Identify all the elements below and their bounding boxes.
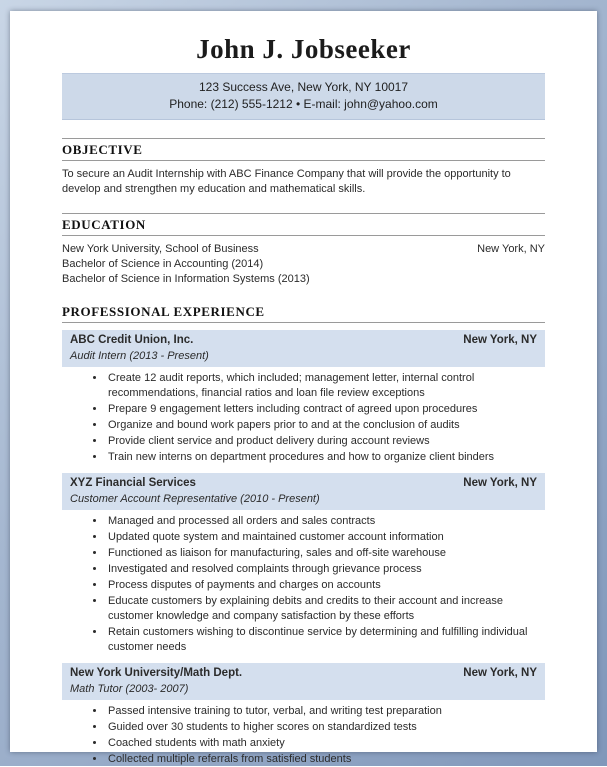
job-bullet: • Updated quote system and maintained customer account information [106,530,545,545]
job-bullet: • Educate customers by explaining debits and credits to their account and increase customer knowledge and company satisfaction by these efforts [106,594,545,624]
resume-page [10,11,597,765]
job-header-top [70,666,537,681]
job-bullet-list [62,371,545,465]
job-location: New York, NY [463,667,537,679]
job-role: Customer Account Representative (2010 - Present) [70,493,320,505]
job-bullet: • Retain customers wishing to discontinue service by determining and fulfilling individual customer needs [106,625,545,655]
contact-banner [62,73,545,120]
job-company: XYZ Financial Services [70,477,196,489]
job-company: ABC Credit Union, Inc. [70,334,194,346]
job-header [62,663,545,700]
job-bullet: • Managed and processed all orders and sales contracts [106,514,545,529]
objective-text: To secure an Audit Internship with ABC Finance Company that will provide the opportunity to develop and strengthen my education and mathematical skills. [62,168,511,195]
job-company: New York University/Math Dept. [70,667,243,679]
contact-phone-email: Phone: (212) 555-1212 • E-mail: john@yahoo.com [169,97,438,111]
education-row [62,242,545,257]
job-bullet: • Train new interns on department procedures and how to organize client binders [106,450,545,465]
section-heading-objective: OBJECTIVE [62,138,545,161]
section-heading-education: EDUCATION [62,213,545,236]
section-heading-experience: PROFESSIONAL EXPERIENCE [62,301,545,323]
job-bullet: • Guided over 30 students to higher scores on standardized tests [106,720,545,735]
job-bullet: • Passed intensive training to tutor, verbal, and writing test preparation [106,704,545,719]
job-header [62,330,545,367]
education-degree: Bachelor of Science in Information Systems (2013) [62,273,310,285]
job-bullet: • Investigated and resolved complaints through grievance process [106,562,545,577]
job-entry [62,473,545,655]
job-bullet: • Process disputes of payments and charges on accounts [106,578,545,593]
education-block [62,242,545,287]
job-bullet: • Organize and bound work papers prior to and at the conclusion of audits [106,418,545,433]
education-degree: Bachelor of Science in Accounting (2014) [62,258,264,270]
job-role: Math Tutor (2003- 2007) [70,683,189,695]
job-header [62,473,545,510]
job-bullet: • Create 12 audit reports, which included; management letter, internal control recommendations, financial ratios and loan file review exceptions [106,371,545,401]
job-bullet-list [62,514,545,655]
job-bullet-list [62,704,545,767]
job-location: New York, NY [463,477,537,489]
education-location: New York, NY [477,243,545,255]
job-entry [62,330,545,465]
job-bullet: • Prepare 9 engagement letters including contract of agreed upon procedures [106,402,545,417]
job-bullet: • Functioned as liaison for manufacturing, sales and off-site warehouse [106,546,545,561]
job-bullet: • Provide client service and product delivery during account reviews [106,434,545,449]
job-role: Audit Intern (2013 - Present) [70,350,209,362]
contact-address: 123 Success Ave, New York, NY 10017 [198,80,409,94]
job-header-top [70,476,537,491]
education-school: New York University, School of Business [62,243,259,255]
job-location: New York, NY [463,334,537,346]
job-bullet: • Collected multiple referrals from satisfied students [106,752,545,767]
candidate-name: John J. Jobseeker [196,34,411,64]
job-bullet: • Coached students with math anxiety [106,736,545,751]
job-entry [62,663,545,767]
job-header-top [70,333,537,348]
